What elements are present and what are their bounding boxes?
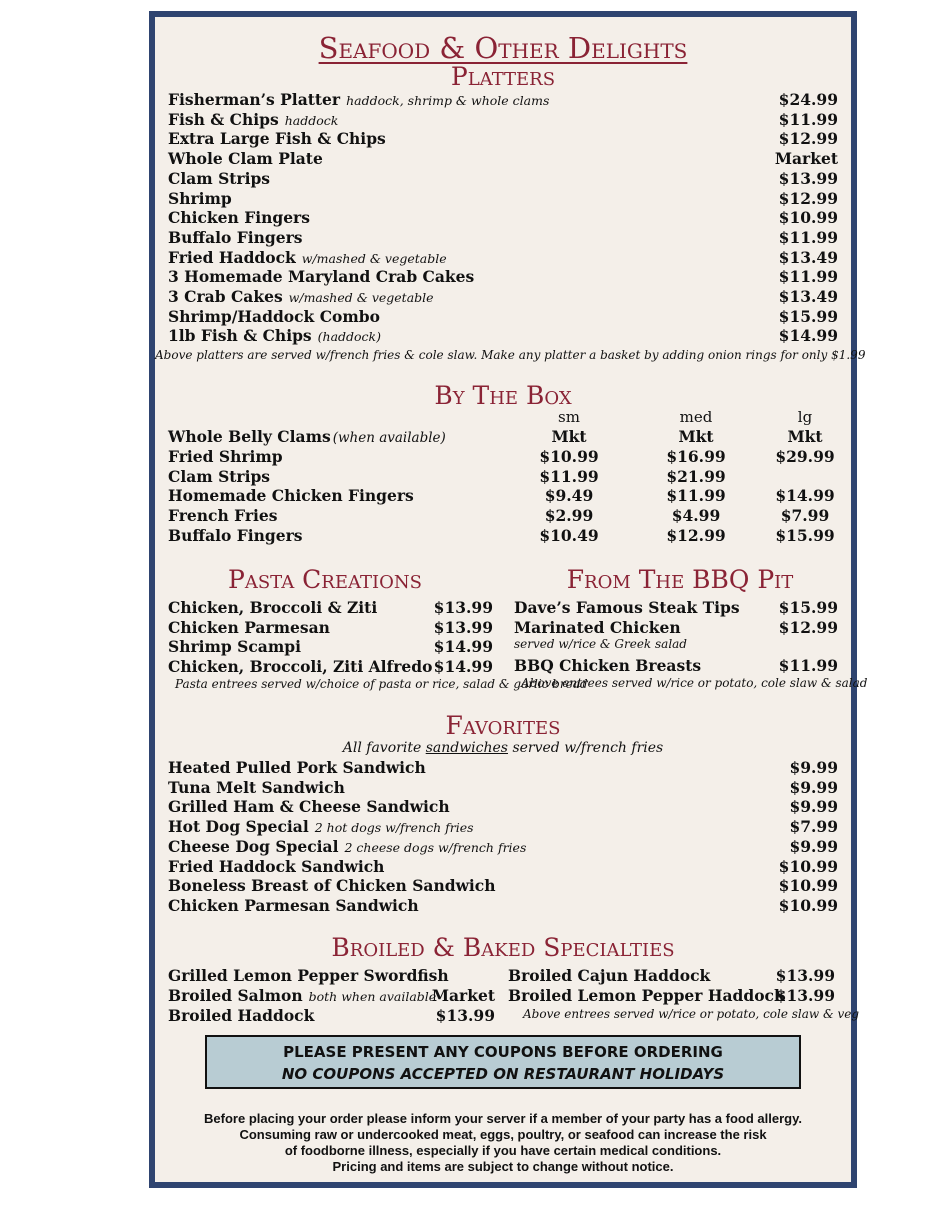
price-lg: $14.99	[775, 486, 835, 506]
platters-note: Above platters are served w/french fries & cole slaw. Make any platter a basket by adding onion rings for only $1.99	[155, 348, 866, 362]
price-lg: $7.99	[780, 506, 830, 526]
pasta-row	[168, 598, 377, 618]
price-lg: Mkt	[787, 427, 823, 446]
platter-row	[168, 110, 338, 130]
item-price: $13.99	[778, 168, 838, 188]
item-description: both when available	[308, 988, 437, 1004]
price-med: Mkt	[678, 427, 714, 446]
price-med: $21.99	[666, 466, 726, 486]
favorite-row	[168, 876, 496, 896]
price-lg: $29.99	[775, 446, 835, 466]
item-description: (haddock)	[317, 329, 382, 345]
item-name: BBQ Chicken Breasts	[514, 656, 702, 675]
item-name: Fisherman’s Platter	[168, 90, 341, 109]
item-price: $14.99	[433, 657, 493, 677]
favorites-subtitle-post: served w/french fries	[508, 740, 664, 756]
item-price: $9.99	[789, 758, 838, 777]
item-name: Marinated Chicken	[514, 618, 681, 637]
item-price: $13.99	[433, 617, 493, 637]
item-price: $13.99	[775, 966, 835, 985]
item-description: 2 hot dogs w/french fries	[314, 820, 474, 836]
item-name: French Fries	[168, 506, 278, 526]
size-sm-header: sm	[558, 408, 580, 426]
item-name: Chicken Fingers	[168, 208, 310, 228]
size-lg-header: lg	[797, 408, 813, 426]
item-description: (when available)	[332, 430, 446, 446]
footer-line-2: Consuming raw or undercooked meat, eggs, poultry, or seafood can increase the risk	[239, 1127, 767, 1142]
favorite-row	[168, 778, 345, 798]
favorites-heading: Favorites	[445, 711, 561, 740]
menu-title: Seafood & Other Delights	[318, 31, 688, 65]
item-price: $10.99	[778, 895, 838, 915]
item-description: 2 cheese dogs w/french fries	[344, 839, 527, 855]
item-name: Shrimp/Haddock Combo	[168, 306, 380, 326]
box-row	[168, 486, 414, 506]
item-price: $13.99	[433, 598, 493, 617]
bbq-sub: served w/rice & Greek salad	[514, 637, 687, 651]
item-name: Cheese Dog Special	[168, 836, 339, 856]
item-name: Broiled Cajun Haddock	[508, 966, 711, 985]
item-name: Chicken Parmesan	[168, 617, 330, 637]
bbq-row	[514, 618, 681, 638]
coupon-notice	[205, 1035, 801, 1089]
broiled-left-row	[168, 1006, 314, 1026]
favorite-row	[168, 797, 450, 817]
item-name: Chicken Parmesan Sandwich	[168, 895, 419, 915]
item-price: $13.99	[435, 1005, 495, 1025]
item-price: $14.99	[433, 637, 493, 657]
item-description: w/mashed & vegetable	[301, 250, 447, 266]
item-name: Fried Haddock	[168, 247, 296, 267]
item-price: $11.99	[778, 109, 838, 129]
item-price: $15.99	[778, 598, 838, 617]
item-price: $10.99	[778, 208, 838, 228]
broiled-right-row	[508, 986, 785, 1006]
platter-row	[168, 169, 270, 189]
box-heading: By The Box	[434, 381, 572, 410]
menu-page	[149, 11, 868, 1188]
favorite-row	[168, 857, 384, 877]
item-price: $11.99	[778, 656, 838, 675]
pasta-row	[168, 657, 432, 677]
platter-row	[168, 129, 386, 149]
item-name: 1lb Fish & Chips	[168, 326, 312, 346]
item-price: $9.99	[789, 777, 838, 797]
item-name: Chicken, Broccoli, Ziti Alfredo	[168, 657, 433, 677]
favorites-subtitle-underlined: sandwiches	[425, 740, 508, 756]
item-price: $14.99	[778, 326, 838, 346]
item-price: $12.99	[778, 129, 838, 149]
footer-line-4: Pricing and items are subject to change without notice.	[332, 1159, 674, 1174]
price-lg: $15.99	[775, 526, 835, 545]
box-row	[168, 447, 283, 467]
broiled-left-row	[168, 966, 449, 986]
price-sm: $2.99	[544, 506, 594, 526]
item-name: Fried Haddock Sandwich	[168, 856, 385, 876]
bbq-row	[514, 598, 740, 618]
item-price: Market	[431, 985, 495, 1005]
price-sm: Mkt	[551, 427, 587, 446]
item-price: $11.99	[778, 227, 838, 247]
item-price: $12.99	[778, 618, 838, 637]
item-name: Broiled Salmon	[168, 985, 303, 1005]
broiled-heading: Broiled & Baked Specialties	[331, 933, 675, 962]
price-med: $11.99	[666, 486, 726, 506]
bbq-heading: From The BBQ Pit	[566, 565, 794, 594]
pasta-row	[168, 618, 330, 638]
platter-row	[168, 228, 303, 248]
item-price: $11.99	[778, 267, 838, 287]
platter-row	[168, 90, 549, 110]
box-row	[168, 467, 270, 487]
item-name: Extra Large Fish & Chips	[168, 129, 386, 149]
price-med: $16.99	[666, 446, 726, 466]
item-price: $24.99	[778, 90, 838, 109]
item-name: Broiled Haddock	[168, 1005, 315, 1025]
broiled-left-row	[168, 986, 436, 1006]
item-price: $12.99	[778, 188, 838, 208]
item-name: Grilled Lemon Pepper Swordfish	[168, 966, 449, 985]
platter-row	[168, 208, 310, 228]
item-name: Chicken, Broccoli & Ziti	[168, 598, 378, 617]
broiled-note: Above entrees served w/rice or potato, cole slaw & veg	[523, 1007, 860, 1021]
platter-row	[168, 189, 232, 209]
favorite-row	[168, 758, 426, 778]
platter-row	[168, 267, 474, 287]
platter-row	[168, 149, 323, 169]
item-description: haddock, shrimp & whole clams	[346, 93, 550, 108]
favorites-subtitle-pre: All favorite	[342, 740, 426, 756]
favorite-row	[168, 837, 526, 857]
item-name: Heated Pulled Pork Sandwich	[168, 758, 426, 777]
item-price: $10.99	[778, 876, 838, 896]
item-price: $9.99	[789, 797, 838, 817]
price-sm: $10.49	[539, 526, 599, 545]
item-price: $13.99	[775, 985, 835, 1005]
price-sm: $10.99	[539, 446, 599, 466]
price-sm: $9.49	[544, 486, 594, 506]
item-name: Fish & Chips	[168, 109, 279, 129]
coupon-line-2: NO COUPONS ACCEPTED ON RESTAURANT HOLIDAYS	[281, 1065, 725, 1083]
favorite-row	[168, 817, 474, 837]
size-med-header: med	[679, 408, 713, 426]
platters-heading: Platters	[450, 62, 556, 91]
item-price: $13.49	[778, 247, 838, 267]
platter-row	[168, 326, 381, 346]
item-price: $15.99	[778, 306, 838, 326]
price-sm: $11.99	[539, 466, 599, 486]
box-row	[168, 427, 446, 447]
bbq-note: Above entrees served w/rice or potato, cole slaw & salad	[521, 676, 868, 690]
allergy-notice	[155, 1111, 851, 1175]
item-name: Fried Shrimp	[168, 446, 283, 466]
item-name: Buffalo Fingers	[168, 526, 303, 545]
price-med: $4.99	[671, 506, 721, 526]
item-description: w/mashed & vegetable	[288, 290, 434, 305]
platter-row	[168, 248, 447, 268]
price-med: $12.99	[666, 526, 726, 545]
item-name: Clam Strips	[168, 466, 271, 486]
item-price: $9.99	[789, 836, 838, 856]
item-price: $7.99	[789, 817, 838, 837]
item-name: 3 Homemade Maryland Crab Cakes	[168, 267, 475, 287]
item-description: haddock	[284, 112, 339, 128]
item-name: Whole Belly Clams	[168, 427, 331, 446]
item-price: $10.99	[778, 856, 838, 876]
item-name: 3 Crab Cakes	[168, 287, 283, 306]
item-name: Shrimp	[168, 188, 232, 208]
box-row	[168, 506, 278, 526]
item-name: Boneless Breast of Chicken Sandwich	[168, 876, 496, 896]
coupon-line-1: PLEASE PRESENT ANY COUPONS BEFORE ORDERING	[283, 1043, 723, 1061]
item-name: Buffalo Fingers	[168, 227, 303, 247]
pasta-heading: Pasta Creations	[228, 565, 422, 594]
box-row	[168, 526, 303, 546]
item-price: $13.49	[778, 287, 838, 306]
item-name: Tuna Melt Sandwich	[168, 777, 345, 797]
bbq-row	[514, 656, 701, 676]
item-name: Broiled Lemon Pepper Haddock	[508, 985, 785, 1005]
item-name: Clam Strips	[168, 168, 271, 188]
favorite-row	[168, 896, 419, 916]
platter-row	[168, 287, 434, 307]
broiled-right-row	[508, 966, 710, 986]
item-name: Whole Clam Plate	[168, 149, 323, 169]
item-price: Market	[774, 149, 838, 169]
footer-line-3: of foodborne illness, especially if you have certain medical conditions.	[284, 1143, 722, 1158]
pasta-row	[168, 637, 301, 657]
footer-line-1: Before placing your order please inform your server if a member of your party has a food allergy.	[204, 1111, 802, 1126]
item-name: Homemade Chicken Fingers	[168, 486, 414, 506]
item-name: Shrimp Scampi	[168, 637, 301, 657]
pasta-note: Pasta entrees served w/choice of pasta or rice, salad & garlic bread	[175, 677, 588, 691]
platter-row	[168, 307, 380, 327]
item-name: Grilled Ham & Cheese Sandwich	[168, 797, 450, 817]
item-name: Dave’s Famous Steak Tips	[514, 598, 740, 617]
favorites-subtitle	[155, 740, 851, 756]
item-name: Hot Dog Special	[168, 817, 309, 837]
